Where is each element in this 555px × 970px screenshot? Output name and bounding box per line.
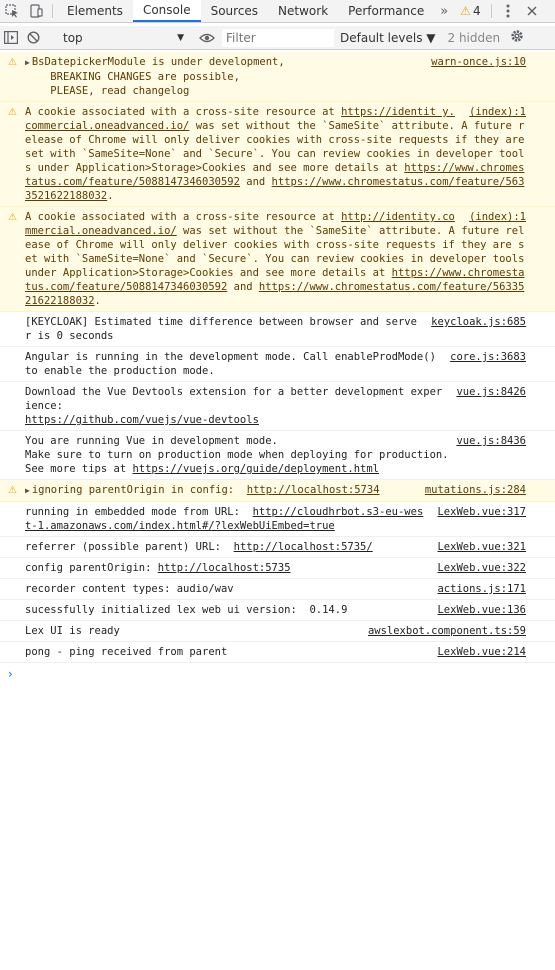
hidden-count: 2 hidden: [447, 30, 501, 45]
source-link[interactable]: keycloak.js:685: [431, 316, 526, 328]
log-message: [0, 537, 555, 558]
source-link[interactable]: LexWeb.vue:214: [437, 646, 526, 658]
message-link[interactable]: https://www.chromestatus.com/feature/5088147346030592: [25, 162, 525, 188]
message-link[interactable]: https://www.chromestatus.com/feature/5633521622188032: [25, 281, 525, 307]
context-label: top: [63, 30, 83, 45]
log-message: [0, 621, 555, 642]
message-link[interactable]: https://github.com/vuejs/vue-devtools: [25, 414, 259, 426]
warning-message: [0, 52, 555, 102]
expand-arrow-icon[interactable]: ▶: [25, 58, 30, 67]
message-segment: sucessfully initialized lex web ui version: 0.14.9: [25, 604, 348, 616]
message-segment: You are running Vue in development mode. Make sure to turn on production mode when deploying for production. See more tips at: [25, 435, 449, 475]
tab-network[interactable]: Network: [278, 4, 329, 18]
message-link[interactable]: https://www.chromestatus.com/feature/5633521622188032: [25, 176, 525, 202]
message-link[interactable]: https://identit y.commercial.oneadvanced.io/: [25, 106, 455, 132]
expand-arrow-icon[interactable]: ▶: [25, 486, 30, 495]
eye-icon[interactable]: [196, 33, 218, 43]
tab-sources[interactable]: Sources: [210, 4, 259, 18]
message-link[interactable]: https://www.chromestatus.com/feature/5088147346030592: [25, 267, 525, 293]
log-message: [0, 382, 555, 431]
message-segment: was set without the `SameSite` attribute. A future release of Chrome will only deliver cookies with cross-site requests if they are set with `SameSite=None` and `Secure`. You can review cookies in developer tools under Application>Storage>Cookies and see more details at: [25, 120, 531, 174]
tab-console[interactable]: Console: [133, 0, 201, 22]
message-segment: recorder content types: audio/wav: [25, 583, 234, 595]
inspect-element-icon[interactable]: [0, 0, 24, 22]
message-segment: ignoring parentOrigin in config:: [31, 484, 247, 496]
console-messages: [0, 52, 555, 663]
tab-performance[interactable]: Performance: [348, 4, 425, 18]
message-link[interactable]: http://localhost:5734: [246, 484, 380, 496]
message-segment: .: [94, 295, 101, 307]
divider: [52, 4, 53, 18]
warning-icon: ⚠: [8, 485, 17, 496]
dropdown-arrow-icon: ▼: [177, 32, 184, 43]
warning-counter[interactable]: [454, 0, 486, 22]
source-link[interactable]: LexWeb.vue:317: [437, 506, 526, 518]
message-link[interactable]: https://vuejs.org/guide/deployment.html: [132, 463, 380, 475]
warning-message: [0, 102, 555, 207]
sidebar-toggle-icon[interactable]: [0, 31, 22, 44]
source-link[interactable]: (index):1: [469, 106, 526, 118]
log-message: [0, 642, 555, 663]
warning-icon: ⚠: [8, 212, 17, 223]
kebab-menu-icon[interactable]: [496, 0, 520, 22]
tab-list: [57, 0, 434, 22]
close-icon[interactable]: [520, 0, 544, 22]
source-link[interactable]: actions.js:171: [437, 583, 526, 595]
warning-icon: ⚠: [8, 107, 17, 118]
message-segment: A cookie associated with a cross-site resource at: [25, 106, 342, 118]
console-prompt[interactable]: ›: [8, 667, 13, 681]
source-link[interactable]: core.js:3683: [450, 351, 526, 363]
log-message: [0, 558, 555, 579]
gear-icon[interactable]: [510, 29, 524, 46]
source-link[interactable]: warn-once.js:10: [431, 56, 526, 68]
source-link[interactable]: awslexbot.component.ts:59: [367, 625, 526, 637]
log-message: [0, 600, 555, 621]
log-message: [0, 431, 555, 480]
divider: [491, 4, 492, 18]
message-segment: running in embedded mode from URL:: [25, 506, 253, 518]
warning-icon: ⚠: [460, 4, 471, 18]
source-link[interactable]: LexWeb.vue:136: [437, 604, 526, 616]
message-segment: A cookie associated with a cross-site resource at: [25, 211, 342, 223]
message-link[interactable]: http://identity.commercial.oneadvanced.io/: [25, 211, 455, 237]
source-link[interactable]: vue.js:8426: [456, 386, 526, 398]
log-message: [0, 312, 555, 347]
device-toolbar-icon[interactable]: [24, 0, 48, 22]
message-segment: Angular is running in the development mode. Call enableProdMode() to enable the production mode.: [25, 351, 443, 377]
clear-console-icon[interactable]: [22, 31, 44, 44]
more-tabs-icon[interactable]: »: [440, 3, 449, 19]
message-segment: referrer (possible parent) URL:: [25, 541, 234, 553]
log-message: [0, 502, 555, 537]
warning-count: 4: [472, 4, 481, 18]
message-segment: Lex UI is ready: [25, 625, 120, 637]
message-segment: [KEYCLOAK] Estimated time difference between browser and server is 0 seconds: [25, 316, 417, 342]
source-link[interactable]: LexWeb.vue:322: [437, 562, 526, 574]
message-segment: and: [239, 176, 272, 188]
context-selector[interactable]: [57, 28, 190, 48]
console-toolbar: [0, 26, 555, 50]
message-segment: was set without the `SameSite` attribute. A future release of Chrome will only deliver cookies with cross-site requests if they are set with `SameSite=None` and `Secure`. You can review cookies in developer tools under Application>Storage>Cookies and see more details at: [25, 225, 531, 279]
message-link[interactable]: http://cloudhrbot.s3-eu-west-1.amazonaws.com/index.html#/?lexWebUiEmbed=true: [25, 506, 424, 532]
message-segment: Download the Vue Devtools extension for a better development experience:: [25, 386, 443, 412]
message-link[interactable]: http://localhost:5735/: [233, 541, 373, 553]
devtools-tabbar: [0, 0, 555, 23]
message-segment: .: [107, 190, 114, 202]
source-link[interactable]: LexWeb.vue:321: [437, 541, 526, 553]
log-levels-dropdown[interactable]: Default levels ▼: [340, 30, 436, 45]
message-text: [25, 105, 555, 203]
source-link[interactable]: (index):1: [469, 211, 526, 223]
message-segment: BsDatepickerModule is under development, BREAKING CHANGES are possible, PLEASE, read changelog: [31, 56, 285, 97]
source-link[interactable]: mutations.js:284: [424, 484, 526, 496]
log-message: [0, 579, 555, 600]
message-segment: config parentOrigin:: [25, 562, 158, 574]
warning-icon: ⚠: [8, 57, 17, 68]
warning-message: [0, 207, 555, 312]
message-text: [25, 210, 555, 308]
message-segment: pong - ping received from parent: [25, 646, 228, 658]
filter-input[interactable]: [222, 29, 334, 47]
tab-elements[interactable]: Elements: [67, 4, 123, 18]
warning-message: [0, 480, 555, 502]
log-message: [0, 347, 555, 382]
message-segment: and: [227, 281, 259, 293]
message-link[interactable]: http://localhost:5735: [157, 562, 291, 574]
source-link[interactable]: vue.js:8436: [456, 435, 526, 447]
